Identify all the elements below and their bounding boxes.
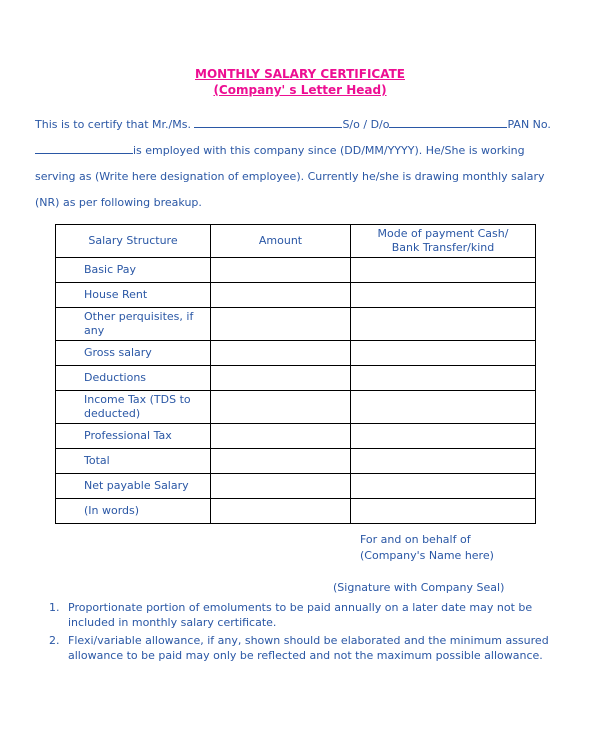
- signature-line: (Signature with Company Seal): [333, 581, 505, 594]
- mode-cell: [351, 391, 536, 424]
- mode-cell: [351, 499, 536, 524]
- header-mode-line2: Bank Transfer/kind: [391, 241, 495, 254]
- table-row: [56, 391, 536, 424]
- row-label: Total: [56, 449, 211, 474]
- note-number: 2.: [49, 634, 60, 647]
- mode-cell: [351, 258, 536, 283]
- header-salary-structure: Salary Structure: [56, 225, 211, 258]
- intro-text-4: is employed with this company since (DD/MM/YYYY). He/She is working serving as (Write here designation of employee). Currently he/she is drawing monthly salary (NR) as per following breakup.: [35, 144, 545, 209]
- table-row: [56, 474, 536, 499]
- amount-cell: [211, 474, 351, 499]
- certificate-title: MONTHLY SALARY CERTIFICATE: [195, 67, 405, 81]
- table-row: [56, 366, 536, 391]
- row-label: Deductions: [56, 366, 211, 391]
- table-row: [56, 341, 536, 366]
- amount-cell: [211, 424, 351, 449]
- mode-cell: [351, 366, 536, 391]
- table-header-row: [56, 225, 536, 258]
- row-label: Net payable Salary: [56, 474, 211, 499]
- mode-cell: [351, 449, 536, 474]
- salary-table: [55, 224, 536, 524]
- table-row: [56, 449, 536, 474]
- intro-text-1: This is to certify that Mr./Ms.: [35, 118, 195, 131]
- amount-cell: [211, 499, 351, 524]
- amount-cell: [211, 391, 351, 424]
- letterhead-subtitle: (Company' s Letter Head): [213, 83, 387, 97]
- mode-cell: [351, 474, 536, 499]
- intro-line-1: [35, 112, 565, 138]
- notes-list: [35, 600, 565, 663]
- amount-cell: [211, 449, 351, 474]
- note-item: [49, 633, 565, 663]
- intro-text-3: PAN No.: [507, 118, 551, 131]
- note-number: 1.: [49, 601, 60, 614]
- row-label: Gross salary: [56, 341, 211, 366]
- amount-cell: [211, 366, 351, 391]
- mode-cell: [351, 283, 536, 308]
- row-label: Professional Tax: [56, 424, 211, 449]
- row-label: Other perquisites, if any: [56, 308, 211, 341]
- intro-text-2: S/o / D/o: [342, 118, 390, 131]
- row-label: Income Tax (TDS to deducted): [56, 391, 211, 424]
- mode-cell: [351, 424, 536, 449]
- amount-cell: [211, 283, 351, 308]
- behalf-line-1: For and on behalf of: [360, 533, 471, 546]
- note-item: [49, 600, 565, 630]
- amount-cell: [211, 308, 351, 341]
- row-label: (In words): [56, 499, 211, 524]
- row-label: House Rent: [56, 283, 211, 308]
- note-text: Proportionate portion of emoluments to be paid annually on a later date may not be included in monthly salary certificate.: [68, 601, 533, 629]
- row-label: Basic Pay: [56, 258, 211, 283]
- intro-paragraph: [35, 112, 565, 216]
- note-text: Flexi/variable allowance, if any, shown should be elaborated and the minimum assured allowance to be paid may only be reflected and not the maximum possible allowance.: [68, 634, 549, 662]
- table-row: [56, 424, 536, 449]
- mode-cell: [351, 341, 536, 366]
- header-amount: Amount: [211, 225, 351, 258]
- amount-cell: [211, 258, 351, 283]
- mode-cell: [351, 308, 536, 341]
- since-blank-line: [35, 141, 133, 154]
- table-row: [56, 258, 536, 283]
- header-mode-of-payment: [351, 225, 536, 258]
- header-mode-line1: Mode of payment Cash/: [377, 227, 509, 240]
- table-row: [56, 499, 536, 524]
- intro-line-2: [35, 138, 565, 216]
- parent-blank-line: [389, 115, 507, 128]
- table-row: [56, 308, 536, 341]
- table-row: [56, 283, 536, 308]
- behalf-block: [35, 532, 565, 564]
- behalf-line-2: (Company's Name here): [360, 549, 494, 562]
- amount-cell: [211, 341, 351, 366]
- name-blank-line: [194, 115, 342, 128]
